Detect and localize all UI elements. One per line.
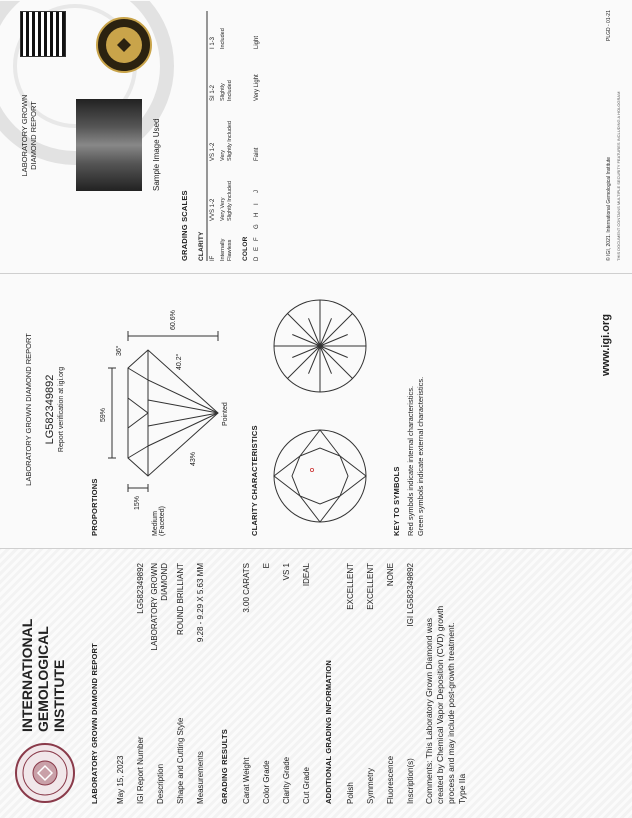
pavilion-percent: 43%	[190, 451, 197, 466]
comments-line: created by Chemical Vapor Deposition (CVD) growth	[435, 605, 445, 804]
right-header-2: DIAMOND REPORT	[29, 101, 38, 170]
clarity-desc: Slightly Included	[227, 120, 233, 161]
depth-percent: 60.6%	[170, 310, 177, 330]
detail-label: Shape and Cutting Style	[176, 717, 185, 804]
crown-angle: 36°	[116, 345, 123, 356]
clarity-desc: Included	[220, 28, 226, 49]
clarity-code: IF	[210, 255, 216, 261]
key-title: KEY TO SYMBOLS	[392, 466, 401, 536]
result-label: Color Grade	[262, 760, 271, 804]
clarity-scale-label: CLARITY	[198, 231, 205, 261]
report-date: May 15, 2023	[116, 755, 125, 804]
right-header-1: LABORATORY GROWN	[20, 94, 29, 177]
clarity-code: I 1-3	[210, 36, 216, 49]
additional-title: ADDITIONAL GRADING INFORMATION	[324, 659, 333, 804]
color-scale-label: COLOR	[242, 236, 249, 261]
summary-panel	[0, 548, 632, 818]
brand-line-2: GEMOLOGICAL	[35, 626, 51, 732]
pavilion-angle: 40.2°	[176, 353, 183, 370]
clarity-plot-crown	[270, 426, 370, 526]
website: www.igi.org	[600, 314, 612, 376]
clarity-code: VVS 1-2	[210, 198, 216, 221]
detail-value: 9.28 - 9.29 X 5.63 MM	[196, 563, 205, 643]
key-green: Green symbols indicate external characteristics.	[416, 376, 425, 536]
form-code: PLGD - 01-21	[606, 10, 612, 41]
gold-seal	[96, 17, 152, 73]
result-label: Clarity Grade	[282, 756, 291, 804]
clarity-desc: Included	[227, 80, 233, 101]
clarity-desc: Slightly Included	[227, 180, 233, 221]
clarity-desc: Very Very	[220, 197, 226, 221]
fine-print: THIS DOCUMENT CONTAINS MULTIPLE SECURITY FEATURES INCLUDING A HOLOGRAM	[616, 91, 621, 261]
clarity-desc: Internally	[220, 238, 226, 261]
table-percent: 59%	[100, 407, 107, 422]
pavilion-ray	[320, 314, 353, 347]
color-code: D	[254, 256, 260, 261]
clarity-plot-pavilion	[270, 296, 370, 396]
clarity-characteristics-title: CLARITY CHARACTERISTICS	[250, 425, 259, 536]
additional-value: IGI LG582349892	[406, 563, 415, 627]
detail-value: LG582349892	[136, 563, 145, 614]
detail-value: ROUND BRILLIANT	[176, 563, 185, 636]
sample-image	[76, 99, 142, 191]
qr-code	[20, 11, 66, 57]
color-code: G	[254, 224, 260, 229]
detail-label: Description	[156, 763, 165, 804]
result-value: VS 1	[282, 563, 291, 581]
additional-label: Polish	[346, 782, 355, 804]
pavilion-ray	[288, 314, 321, 347]
brand-line-3: INSTITUTE	[51, 659, 67, 732]
color-desc: Very Light	[254, 74, 260, 101]
culet-label: Pointed	[222, 402, 229, 426]
key-red: Red symbols indicate internal characteristics.	[406, 385, 415, 536]
color-desc: Faint	[254, 147, 260, 161]
crown-percent: 15%	[134, 495, 141, 510]
additional-value: EXCELLENT	[346, 563, 355, 610]
sample-caption: Sample Image Used	[152, 118, 161, 191]
result-value: 3.00 CARATS	[242, 563, 251, 613]
color-code: E	[254, 246, 260, 251]
clarity-scale-bar	[206, 11, 208, 261]
result-value: IDEAL	[302, 563, 311, 587]
proportions-diagram	[0, 273, 230, 546]
middle-report-number: LG582349892	[44, 374, 56, 445]
detail-value: LABORATORY GROWN DIAMOND	[150, 563, 169, 651]
color-code: J	[254, 190, 260, 193]
scales-panel	[0, 1, 632, 271]
igi-seal	[14, 742, 76, 804]
pavilion-ray	[288, 346, 321, 379]
grading-scales-title: GRADING SCALES	[180, 190, 189, 261]
pavilion-ray	[320, 346, 353, 379]
additional-value: EXCELLENT	[366, 563, 375, 610]
comments-line: Comments: This Laboratory Grown Diamond was	[424, 618, 434, 804]
grading-results-title: GRADING RESULTS	[220, 729, 229, 804]
detail-label: Measurements	[196, 751, 205, 804]
clarity-code: SI 1-2	[210, 84, 216, 101]
clarity-desc: Very	[220, 149, 226, 161]
result-label: Cut Grade	[302, 767, 311, 804]
middle-header: LABORATORY GROWN DIAMOND REPORT	[24, 333, 33, 486]
clarity-desc: Slightly	[220, 83, 226, 101]
color-code: F	[254, 237, 260, 241]
additional-label: Inscription(s)	[406, 758, 415, 804]
color-code: I	[254, 203, 260, 205]
color-desc: Light	[254, 35, 260, 49]
comments-line: process and may include post-growth treatment.	[446, 622, 456, 804]
report-type: LABORATORY GROWN DIAMOND REPORT	[90, 643, 99, 804]
additional-value: NONE	[386, 563, 395, 587]
girdle-label: Medium (Faceted)	[152, 506, 166, 536]
copyright: © IGI, 2021. International Gemological Institute	[606, 156, 612, 261]
clarity-code: VS 1-2	[210, 142, 216, 161]
detail-label: IGI Report Number	[136, 736, 145, 804]
diagram-panel	[0, 273, 632, 546]
additional-label: Fluorescence	[386, 755, 395, 804]
clarity-desc: Flawless	[227, 239, 233, 261]
comments-line: Type IIa	[457, 773, 467, 804]
result-label: Carat Weight	[242, 757, 251, 804]
proportions-title: PROPORTIONS	[90, 478, 99, 536]
brand-line-1: INTERNATIONAL	[19, 618, 35, 732]
result-value: E	[262, 563, 271, 569]
verification-note: Report verification at igi.org	[58, 366, 65, 453]
additional-label: Symmetry	[366, 768, 375, 804]
color-code: H	[254, 212, 260, 217]
